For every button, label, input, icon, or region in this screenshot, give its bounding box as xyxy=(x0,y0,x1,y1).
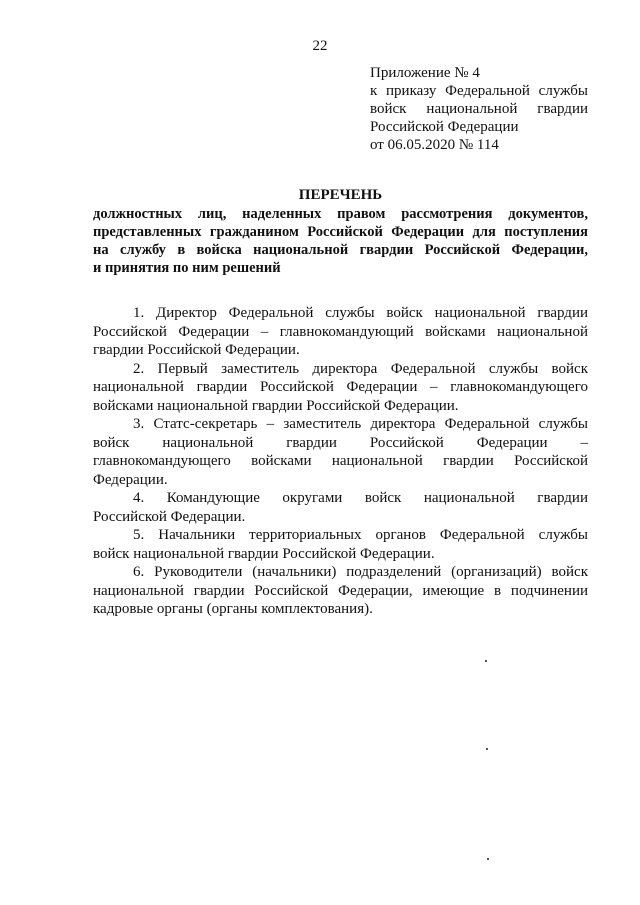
list-item xyxy=(93,489,588,526)
title-heading: ПЕРЕЧЕНЬ xyxy=(298,187,383,203)
item-line: кадровые органы (органы комплектования). xyxy=(93,601,373,617)
item-line: войск национальной гвардии Российской Федерации. xyxy=(93,545,435,562)
appendix-line: Российской Федерации xyxy=(370,119,519,135)
item-line: 3. Статс-секретарь – заместитель директора Федеральной службы xyxy=(133,416,588,432)
title-line: и принятия по ним решений xyxy=(93,260,281,276)
item-line: Федерации. xyxy=(93,471,168,488)
item-line: 2. Первый заместитель директора Федеральной службы войск xyxy=(133,360,588,377)
item-line: главнокомандующего войсками национальной гвардии Российской xyxy=(93,453,588,469)
list-item xyxy=(93,415,588,489)
title-line: представленных гражданином Российской Федерации для поступления xyxy=(93,224,588,240)
item-line: национальной гвардии Российской Федерации, имеющие в подчинении xyxy=(93,582,588,599)
page-number: 22 xyxy=(312,38,328,54)
item-line: войск национальной гвардии Российской Федерации – xyxy=(93,434,588,451)
appendix-header xyxy=(370,64,588,154)
item-line: гвардии Российской Федерации. xyxy=(93,342,300,358)
scan-speck xyxy=(487,858,489,860)
item-line: 5. Начальники территориальных органов Федеральной службы xyxy=(133,527,588,543)
title-line: на службу в войска национальной гвардии Российской Федерации, xyxy=(93,242,588,258)
document-title xyxy=(93,186,588,277)
appendix-line: войск национальной гвардии xyxy=(370,101,588,117)
item-line: 4. Командующие округами войск национальной гвардии xyxy=(133,490,588,506)
title-line: должностных лиц, наделенных правом рассмотрения документов, xyxy=(93,206,588,222)
item-line: национальной гвардии Российской Федерации – главнокомандующего xyxy=(93,379,588,395)
officials-list xyxy=(93,304,588,619)
appendix-line: от 06.05.2020 № 114 xyxy=(370,137,499,153)
scan-speck xyxy=(486,748,488,750)
list-item xyxy=(93,304,588,360)
item-line: 1. Директор Федеральной службы войск национальной гвардии xyxy=(133,305,588,321)
item-line: Российской Федерации. xyxy=(93,508,246,525)
list-item xyxy=(93,360,588,416)
appendix-line: к приказу Федеральной службы xyxy=(370,83,588,99)
item-line: 6. Руководители (начальники) подразделений (организаций) войск xyxy=(133,564,588,580)
item-line: войсками национальной гвардии Российской Федерации. xyxy=(93,397,459,414)
item-line: Российской Федерации – главнокомандующий войсками национальной xyxy=(93,323,588,340)
list-item xyxy=(93,563,588,619)
list-item xyxy=(93,526,588,563)
scan-speck xyxy=(485,660,487,662)
appendix-line: Приложение № 4 xyxy=(370,65,480,81)
